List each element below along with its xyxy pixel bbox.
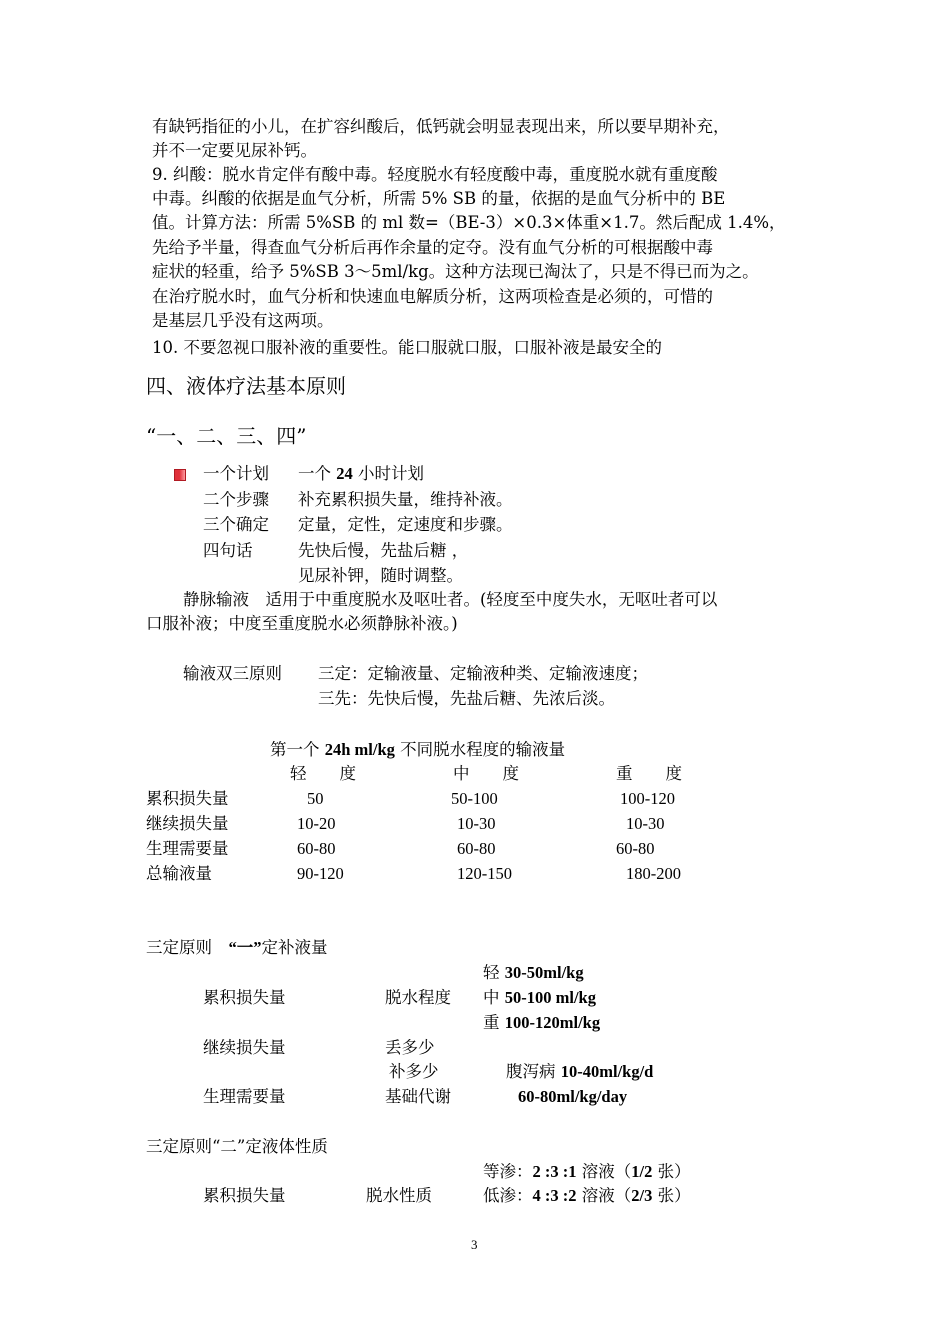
principle-value: 见尿补钾，随时调整。 bbox=[298, 566, 463, 585]
basal-label: 基础代谢 bbox=[385, 1087, 451, 1106]
paragraph-line: 值。计算方法：所需 5%SB 的 ml 数=（BE-3）×0.3×体重×1.7。然后配成 1.4%， bbox=[152, 213, 786, 232]
table-row-label: 总输液量 bbox=[146, 864, 212, 883]
paragraph-line: 症状的轻重，给予 5%SB 3～5ml/kg。这种方法现已淘汰了，只是不得已而为之。 bbox=[152, 262, 759, 281]
table-cell: 180-200 bbox=[626, 864, 681, 883]
table-row-label: 生理需要量 bbox=[146, 839, 229, 858]
table-header: 中 度 bbox=[453, 764, 519, 783]
table-cell: 90-120 bbox=[297, 864, 344, 883]
table-cell: 60-80 bbox=[616, 839, 655, 858]
paragraph-line: 在治疗脱水时，血气分析和快速血电解质分析，这两项检查是必须的，可惜的 bbox=[152, 287, 713, 306]
table-cell: 60-80 bbox=[457, 839, 496, 858]
nature-label: 脱水性质 bbox=[366, 1186, 432, 1205]
basal-dose: 60-80ml/kg/day bbox=[518, 1087, 628, 1106]
principle-value: 定量，定性，定速度和步骤。 bbox=[298, 515, 513, 534]
bullet-icon bbox=[174, 469, 186, 481]
table-row-label: 累积损失量 bbox=[146, 789, 229, 808]
lose-much-label: 丢多少 bbox=[385, 1038, 435, 1057]
table-caption: 第一个 24h ml/kg 不同脱水程度的输液量 bbox=[270, 740, 566, 759]
paragraph-line: 口服补液；中度至重度脱水必须静脉补液。) bbox=[146, 614, 458, 633]
paragraph-line: 有缺钙指征的小儿，在扩容纠酸后，低钙就会明显表现出来，所以要早期补充， bbox=[152, 117, 730, 136]
table-row-label: 继续损失量 bbox=[146, 814, 229, 833]
hypotonic-solution: 低渗：4 :3 :2 溶液（2/3 张） bbox=[483, 1186, 691, 1205]
moderate-dose: 中 50-100 ml/kg bbox=[483, 988, 596, 1007]
principle-two-title: 三定原则“二”定液体性质 bbox=[146, 1137, 328, 1156]
paragraph-line: 静脉输液 适用于中重度脱水及呕吐者。(轻度至中度失水，无呕吐者可以 bbox=[183, 590, 718, 609]
paragraph-line: 10. 不要忽视口服补液的重要性。能口服就口服，口服补液是最安全的 bbox=[152, 338, 662, 357]
table-cell: 120-150 bbox=[457, 864, 512, 883]
principle-label: 三个确定 bbox=[203, 515, 269, 534]
degree-label: 脱水程度 bbox=[385, 988, 451, 1007]
table-header: 重 度 bbox=[616, 764, 682, 783]
principle-value: 先快后慢，先盐后糖 ， bbox=[298, 541, 469, 560]
table-cell: 10-30 bbox=[457, 814, 496, 833]
table-cell: 10-30 bbox=[626, 814, 665, 833]
table-cell: 100-120 bbox=[620, 789, 675, 808]
section-heading: 四、液体疗法基本原则 bbox=[146, 374, 346, 398]
table-cell: 50 bbox=[307, 789, 324, 808]
principle-value: 补充累积损失量，维持补液。 bbox=[298, 490, 513, 509]
diarrhea-dose: 腹泻病 10-40ml/kg/d bbox=[506, 1062, 654, 1081]
table-header: 轻 度 bbox=[290, 764, 356, 783]
paragraph-line: 是基层几乎没有这两项。 bbox=[152, 311, 334, 330]
table-cell: 10-20 bbox=[297, 814, 336, 833]
double-three-label: 输液双三原则 bbox=[183, 664, 282, 683]
paragraph-line: 先给予半量，得查血气分析后再作余量的定夺。没有血气分析的可根据酸中毒 bbox=[152, 238, 713, 257]
paragraph-line: 中毒。纠酸的依据是血气分析，所需 5% SB 的量，依据的是血气分析中的 BE bbox=[152, 189, 726, 208]
add-much-label: 补多少 bbox=[389, 1062, 439, 1081]
principle-one-title: 三定原则 “一”定补液量 bbox=[146, 938, 328, 957]
table-cell: 60-80 bbox=[297, 839, 336, 858]
principle-label: 四句话 bbox=[203, 541, 253, 560]
principle-label: 二个步骤 bbox=[203, 490, 269, 509]
cumulative-loss-label: 累积损失量 bbox=[203, 1186, 286, 1205]
table-cell: 50-100 bbox=[451, 789, 498, 808]
paragraph-line: 9. 纠酸：脱水肯定伴有酸中毒。轻度脱水有轻度酸中毒，重度脱水就有重度酸 bbox=[152, 165, 718, 184]
double-three-line: 三定：定输液量、定输液种类、定输液速度； bbox=[318, 664, 648, 683]
subheading: “一、二、三、四” bbox=[146, 424, 307, 448]
isotonic-solution: 等渗：2 :3 :1 溶液（1/2 张） bbox=[483, 1162, 691, 1181]
continued-loss-label: 继续损失量 bbox=[203, 1038, 286, 1057]
cumulative-loss-label: 累积损失量 bbox=[203, 988, 286, 1007]
physiological-label: 生理需要量 bbox=[203, 1087, 286, 1106]
double-three-line: 三先：先快后慢，先盐后糖、先浓后淡。 bbox=[318, 689, 615, 708]
mild-dose: 轻 30-50ml/kg bbox=[483, 963, 584, 982]
page-number: 3 bbox=[471, 1237, 478, 1252]
principle-value: 一个 24 小时计划 bbox=[298, 464, 424, 483]
paragraph-line: 并不一定要见尿补钙。 bbox=[152, 141, 317, 160]
principle-label: 一个计划 bbox=[203, 464, 269, 483]
severe-dose: 重 100-120ml/kg bbox=[483, 1013, 601, 1032]
